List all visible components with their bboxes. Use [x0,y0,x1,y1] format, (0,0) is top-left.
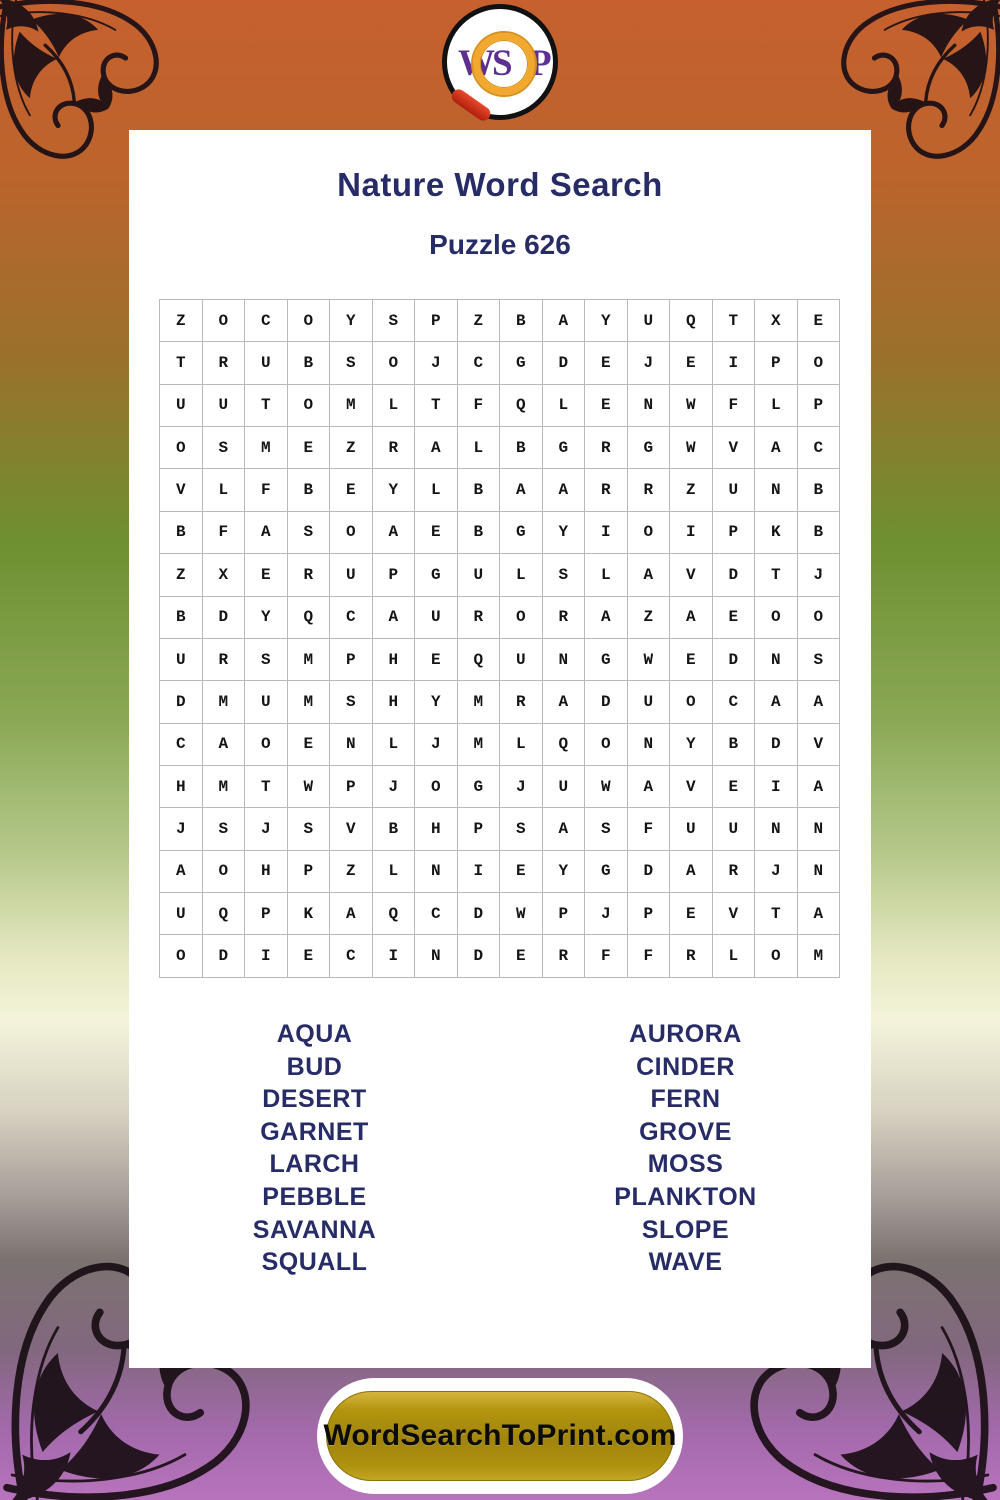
grid-cell: G [415,554,458,596]
grid-cell: D [585,681,628,723]
grid-cell: D [203,597,246,639]
grid-cell: O [288,385,331,427]
grid-cell: V [713,427,756,469]
grid-cell: K [755,512,798,554]
grid-cell: Y [330,300,373,342]
grid-cell: V [670,766,713,808]
grid-cell: T [755,893,798,935]
grid-cell: W [670,385,713,427]
grid-cell: G [458,766,501,808]
word-list-column-1 [129,1018,500,1279]
grid-cell: O [500,597,543,639]
grid-cell: Z [160,554,203,596]
grid-cell: A [330,893,373,935]
grid-cell: A [798,766,841,808]
grid-cell: K [288,893,331,935]
grid-cell: W [288,766,331,808]
word-item: GROVE [639,1117,732,1146]
grid-cell: F [245,469,288,511]
grid-cell: I [585,512,628,554]
grid-cell: O [798,342,841,384]
grid-cell: J [245,808,288,850]
grid-cell: Z [330,427,373,469]
grid-cell: M [203,681,246,723]
grid-cell: D [628,851,671,893]
grid-cell: N [798,851,841,893]
grid-cell: E [670,639,713,681]
grid-cell: N [330,724,373,766]
grid-cell: U [543,766,586,808]
grid-cell: A [245,512,288,554]
grid-cell: B [798,469,841,511]
grid-cell: S [245,639,288,681]
grid-cell: A [543,300,586,342]
wsp-logo [442,4,558,120]
grid-cell: P [373,554,416,596]
grid-cell: M [288,681,331,723]
grid-cell: W [670,427,713,469]
grid-cell: S [288,808,331,850]
grid-cell: R [585,427,628,469]
grid-cell: B [500,427,543,469]
grid-cell: U [713,469,756,511]
grid-cell: N [798,808,841,850]
grid-cell: Y [585,300,628,342]
word-item: BUD [286,1052,343,1081]
grid-cell: G [628,427,671,469]
grid-cell: S [500,808,543,850]
grid-cell: N [543,639,586,681]
puzzle-number: Puzzle 626 [429,229,571,260]
grid-cell: A [160,851,203,893]
grid-cell: D [203,935,246,977]
grid-cell: L [755,385,798,427]
grid-cell: H [245,851,288,893]
grid-cell: R [373,427,416,469]
grid-cell: C [458,342,501,384]
grid-cell: R [543,597,586,639]
grid-cell: P [330,639,373,681]
grid-cell: B [458,469,501,511]
grid-cell: A [628,554,671,596]
grid-cell: P [458,808,501,850]
grid-cell: B [288,469,331,511]
grid-cell: R [585,469,628,511]
grid-cell: U [500,639,543,681]
grid-cell: P [330,766,373,808]
grid-cell: N [628,385,671,427]
grid-cell: F [713,385,756,427]
grid-cell: O [628,512,671,554]
grid-cell: C [160,724,203,766]
grid-cell: I [245,935,288,977]
grid-cell: A [585,597,628,639]
grid-cell: D [458,935,501,977]
grid-cell: P [288,851,331,893]
word-item: SAVANNA [252,1215,377,1244]
grid-cell: E [288,427,331,469]
grid-cell: L [415,469,458,511]
grid-cell: J [585,893,628,935]
grid-cell: U [628,300,671,342]
grid-cell: D [458,893,501,935]
grid-cell: O [160,427,203,469]
grid-cell: U [245,342,288,384]
grid-cell: R [628,469,671,511]
puzzle-card [129,130,871,1368]
grid-cell: R [543,935,586,977]
grid-cell: A [755,681,798,723]
grid-cell: A [798,893,841,935]
page-title: Nature Word Search [337,166,663,203]
grid-cell: A [798,681,841,723]
grid-cell: Y [373,469,416,511]
grid-cell: F [628,808,671,850]
word-item: CINDER [636,1052,735,1081]
grid-cell: E [585,385,628,427]
grid-cell: S [203,808,246,850]
grid-cell: G [585,639,628,681]
grid-cell: S [585,808,628,850]
magnifier-handle-icon [449,87,493,124]
grid-cell: C [245,300,288,342]
grid-cell: B [288,342,331,384]
grid-cell: V [798,724,841,766]
word-item: SLOPE [641,1215,730,1244]
grid-cell: N [755,808,798,850]
logo-letter-s: S [492,43,513,84]
grid-cell: E [585,342,628,384]
grid-cell: O [373,342,416,384]
grid-cell: E [500,935,543,977]
grid-cell: H [373,681,416,723]
grid-cell: G [585,851,628,893]
word-item: AQUA [276,1020,353,1048]
grid-cell: F [203,512,246,554]
grid-cell: G [500,512,543,554]
grid-cell: U [245,681,288,723]
grid-cell: O [203,851,246,893]
word-item: WAVE [648,1248,723,1277]
grid-cell: P [798,385,841,427]
grid-cell: P [713,512,756,554]
grid-cell: E [798,300,841,342]
grid-cell: T [160,342,203,384]
grid-cell: Q [670,300,713,342]
grid-cell: U [415,597,458,639]
word-item: MOSS [647,1150,724,1179]
grid-cell: W [500,893,543,935]
grid-cell: Y [415,681,458,723]
grid-cell: A [543,808,586,850]
grid-cell: T [415,385,458,427]
grid-cell: B [160,512,203,554]
grid-cell: W [585,766,628,808]
grid-cell: N [415,851,458,893]
grid-cell: U [203,385,246,427]
grid-cell: U [713,808,756,850]
grid-cell: T [245,766,288,808]
grid-cell: O [755,597,798,639]
grid-cell: H [373,639,416,681]
grid-cell: V [160,469,203,511]
grid-cell: G [543,427,586,469]
grid-cell: D [160,681,203,723]
word-item: AURORA [629,1020,742,1048]
grid-cell: B [458,512,501,554]
grid-cell: M [203,766,246,808]
grid-cell: M [288,639,331,681]
grid-cell: L [203,469,246,511]
grid-cell: E [713,766,756,808]
grid-cell: Q [543,724,586,766]
grid-cell: M [245,427,288,469]
grid-cell: O [670,681,713,723]
grid-cell: S [798,639,841,681]
grid-cell: F [458,385,501,427]
grid-cell: S [203,427,246,469]
grid-cell: E [500,851,543,893]
grid-cell: E [288,935,331,977]
grid-cell: E [713,597,756,639]
grid-cell: A [543,681,586,723]
grid-cell: Z [160,300,203,342]
grid-cell: R [500,681,543,723]
grid-cell: I [713,342,756,384]
grid-cell: Y [543,851,586,893]
grid-cell: D [543,342,586,384]
grid-cell: Q [288,597,331,639]
grid-cell: L [373,385,416,427]
grid-cell: O [245,724,288,766]
grid-cell: Q [458,639,501,681]
grid-cell: P [755,342,798,384]
grid-cell: Z [670,469,713,511]
grid-cell: A [670,851,713,893]
word-item: LARCH [269,1150,360,1179]
grid-cell: C [798,427,841,469]
grid-cell: I [755,766,798,808]
grid-cell: D [713,554,756,596]
grid-cell: B [160,597,203,639]
grid-cell: C [713,681,756,723]
word-item: PEBBLE [262,1182,367,1211]
grid-cell: N [755,469,798,511]
grid-cell: S [373,300,416,342]
grid-cell: J [755,851,798,893]
grid-cell: N [755,639,798,681]
grid-cell: M [458,724,501,766]
site-link-button[interactable]: WordSearchToPrint.com [326,1391,674,1481]
grid-cell: S [330,342,373,384]
grid-cell: Q [203,893,246,935]
grid-cell: I [373,935,416,977]
grid-cell: U [628,681,671,723]
grid-cell: J [373,766,416,808]
grid-cell: P [628,893,671,935]
grid-cell: A [373,512,416,554]
grid-cell: E [415,512,458,554]
grid-cell: V [330,808,373,850]
grid-cell: D [713,639,756,681]
word-item: SQUALL [261,1248,368,1277]
grid-cell: A [670,597,713,639]
letter-grid [159,299,840,978]
grid-cell: N [628,724,671,766]
grid-cell: Y [245,597,288,639]
word-list-column-2 [500,1018,871,1279]
grid-cell: O [288,300,331,342]
grid-cell: C [330,597,373,639]
grid-cell: J [500,766,543,808]
grid-cell: L [713,935,756,977]
word-item: FERN [650,1085,721,1114]
grid-cell: A [415,427,458,469]
grid-cell: Q [500,385,543,427]
grid-cell: A [628,766,671,808]
grid-cell: J [415,342,458,384]
grid-cell: D [755,724,798,766]
grid-cell: O [330,512,373,554]
grid-cell: X [203,554,246,596]
grid-cell: F [628,935,671,977]
grid-cell: H [415,808,458,850]
grid-cell: V [713,893,756,935]
grid-cell: R [288,554,331,596]
grid-cell: N [415,935,458,977]
grid-cell: E [415,639,458,681]
grid-cell: A [755,427,798,469]
grid-cell: O [203,300,246,342]
grid-cell: U [330,554,373,596]
grid-cell: S [543,554,586,596]
grid-cell: L [500,724,543,766]
logo-letter-p: P [529,43,552,84]
grid-cell: A [543,469,586,511]
word-lists [129,1018,871,1279]
grid-cell: O [160,935,203,977]
grid-cell: I [670,512,713,554]
grid-cell: E [330,469,373,511]
grid-cell: S [288,512,331,554]
grid-cell: A [500,469,543,511]
grid-cell: U [670,808,713,850]
grid-cell: E [670,342,713,384]
grid-cell: U [160,893,203,935]
grid-cell: P [543,893,586,935]
word-item: DESERT [262,1085,367,1114]
grid-cell: E [245,554,288,596]
grid-cell: P [245,893,288,935]
grid-cell: Z [330,851,373,893]
grid-cell: O [585,724,628,766]
footer-pill [317,1378,683,1494]
grid-cell: U [458,554,501,596]
grid-cell: M [798,935,841,977]
grid-cell: P [415,300,458,342]
grid-cell: J [798,554,841,596]
grid-cell: I [458,851,501,893]
grid-cell: M [458,681,501,723]
grid-cell: R [203,342,246,384]
grid-cell: L [543,385,586,427]
grid-cell: A [203,724,246,766]
grid-cell: Y [670,724,713,766]
grid-cell: R [458,597,501,639]
grid-cell: T [755,554,798,596]
grid-cell: X [755,300,798,342]
grid-cell: T [713,300,756,342]
grid-cell: H [160,766,203,808]
grid-cell: C [415,893,458,935]
grid-cell: U [160,385,203,427]
grid-cell: L [500,554,543,596]
grid-cell: Z [628,597,671,639]
grid-cell: T [245,385,288,427]
grid-cell: J [628,342,671,384]
grid-cell: M [330,385,373,427]
grid-cell: Y [543,512,586,554]
grid-cell: B [798,512,841,554]
grid-cell: F [585,935,628,977]
magnifier-icon [473,33,535,95]
grid-cell: R [713,851,756,893]
grid-cell: S [330,681,373,723]
grid-cell: R [203,639,246,681]
grid-cell: J [160,808,203,850]
word-item: PLANKTON [614,1182,757,1211]
grid-cell: O [798,597,841,639]
grid-cell: L [585,554,628,596]
grid-cell: V [670,554,713,596]
grid-cell: B [373,808,416,850]
grid-cell: W [628,639,671,681]
grid-cell: L [373,724,416,766]
grid-cell: O [415,766,458,808]
grid-cell: U [160,639,203,681]
grid-cell: L [458,427,501,469]
grid-cell: J [415,724,458,766]
logo-letter-w: W [458,43,495,84]
grid-cell: B [713,724,756,766]
grid-cell: R [670,935,713,977]
grid-cell: B [500,300,543,342]
grid-cell: O [755,935,798,977]
grid-cell: L [373,851,416,893]
grid-cell: G [500,342,543,384]
grid-cell: Z [458,300,501,342]
grid-cell: E [670,893,713,935]
word-item: GARNET [260,1117,369,1146]
grid-cell: C [330,935,373,977]
grid-cell: Q [373,893,416,935]
grid-cell: A [373,597,416,639]
grid-cell: E [288,724,331,766]
